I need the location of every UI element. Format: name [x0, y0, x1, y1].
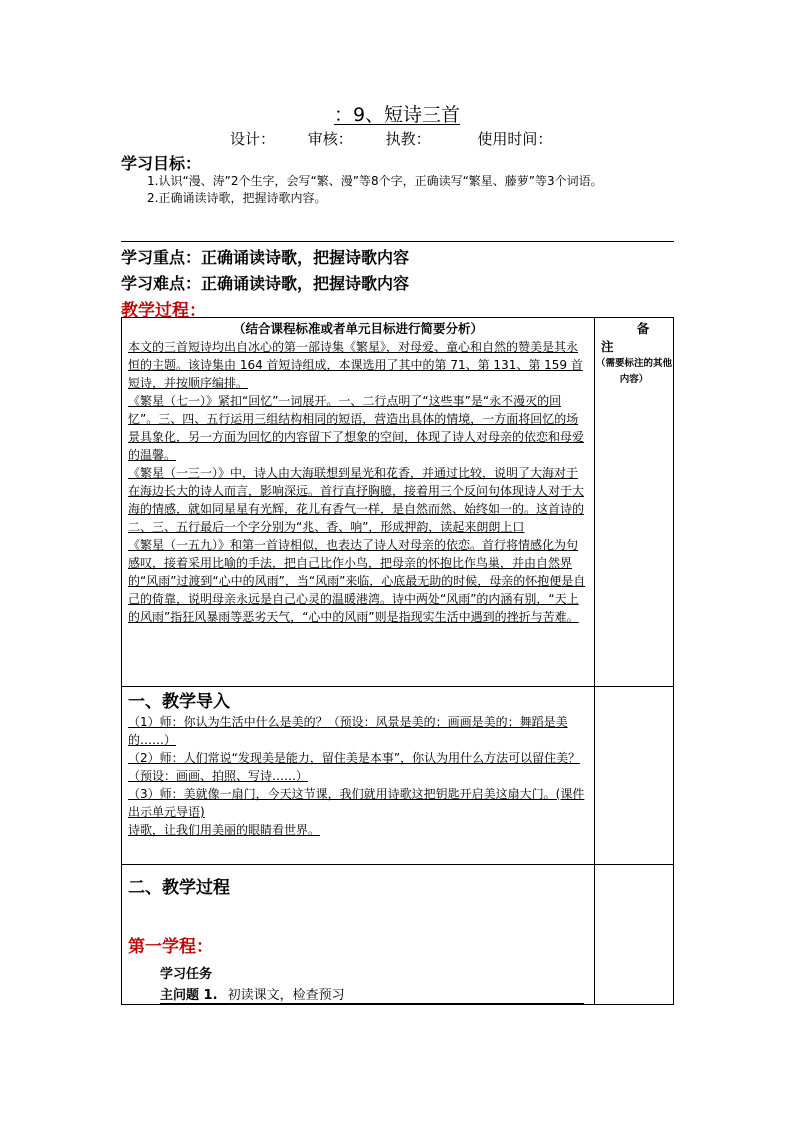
- intro-cell: [122, 687, 595, 865]
- analysis-paragraph: 本文的三首短诗均出自冰心的第一部诗集《繁星》，对母爱、童心和自然的赞美是其永恒的主题。该诗集由 164 首短诗组成，本课选用了其中的第 71、第 131、第 159 首短诗，并按顺序编排。: [128, 340, 583, 390]
- intro-line: 诗歌，让我们用美丽的眼睛看世界。: [128, 823, 321, 837]
- task-label: 学习任务: [160, 967, 213, 982]
- meta-reviewer: 审核：: [307, 130, 353, 148]
- analysis-cell: [122, 318, 595, 687]
- goals-heading: 学习目标：: [121, 154, 202, 173]
- notes-hint: （需要标注的其他内容）: [595, 358, 672, 385]
- notes-cell-empty: [595, 865, 674, 1005]
- lesson-meta: [230, 128, 578, 149]
- notes-title-2: 注: [601, 339, 614, 354]
- analysis-paragraph: 《繁星（一五九）》和第一首诗相似，也表达了诗人对母亲的依恋。首行将情感化为句感叹，接着采用比喻的手法，把自己比作小鸟，把母亲的怀抱比作鸟巢，并由自然界的“风雨”过渡到“心中的风雨”，当“风雨”来临，心底最无助的时候，母亲的怀抱便是自己的倚靠，说明母亲永远是自己心灵的温暖港湾。诗中两处“风雨”的内涵有别，“天上的风雨”指狂风暴雨等恶劣天气，“心中的风雨”则是指现实生活中遇到的挫折与苦难。: [128, 538, 586, 624]
- goal-item: 2.正确诵读诗歌，把握诗歌内容。: [147, 191, 327, 205]
- lesson-table: [121, 317, 674, 1005]
- meta-teacher: 执教：: [385, 130, 431, 148]
- meta-designer: 设计：: [230, 130, 276, 148]
- notes-cell: [595, 318, 674, 687]
- lesson-title: ：9、短诗三首: [333, 104, 461, 126]
- process-heading: 教学过程：: [121, 301, 206, 321]
- key-point: 学习重点：正确诵读诗歌，把握诗歌内容: [121, 248, 410, 267]
- intro-line: （1）师：你认为生活中什么是美的？（预设：风景是美的；画画是美的；舞蹈是美的……）: [128, 715, 568, 747]
- meta-date: 使用时间：: [477, 130, 553, 148]
- main-question: [160, 984, 584, 1004]
- question-label: 主问题 1.: [160, 988, 218, 1003]
- process-cell: [122, 865, 595, 1005]
- process-section-heading: 二、教学过程: [128, 878, 230, 898]
- stage-heading: 第一学程：: [128, 937, 213, 957]
- goal-item: 1.认识“漫、涛”2个生字，会写“繁、漫”等8个字，正确读写“繁星、藤萝”等3个词语。: [147, 174, 603, 188]
- analysis-paragraph: 《繁星（一三一）》中，诗人由大海联想到星光和花香，并通过比较，说明了大海对于在海边长大的诗人而言，影响深远。首行直抒胸臆，接着用三个反问句体现诗人对于大海的情感，就如同星星有光辉，花儿有香气一样，是自然而然、始终如一的。这首诗的二、三、五行最后一个字分别为“兆、香、响”，形成押韵，读起来朗朗上口: [128, 466, 585, 534]
- analysis-heading: （结合课程标准或者单元目标进行简要分析）: [232, 321, 483, 336]
- question-text: 初读课文，检查预习: [227, 988, 345, 1003]
- goals-list: [121, 173, 681, 207]
- difficult-point: 学习难点：正确诵读诗歌，把握诗歌内容: [121, 274, 410, 293]
- analysis-paragraph: 《繁星（七一）》紧扣“回忆”一词展开。一、二行点明了“这些事”是“永不漫灭的回忆”。三、四、五行运用三组结构相同的短语，营造出具体的情境，一方面将回忆的场景具象化，另一方面为回忆的内容留下了想象的空间，体现了诗人对母亲的依恋和母爱的温馨。: [128, 394, 585, 462]
- notes-cell-empty: [595, 687, 674, 865]
- intro-line: （2）师：人们常说“发现美是能力，留住美是本事”，你认为用什么方法可以留住美？（预设：画画、拍照、写诗……）: [128, 751, 581, 783]
- divider: [121, 241, 674, 242]
- intro-line: （3）师：美就像一扇门，今天这节课，我们就用诗歌这把钥匙开启美这扇大门。(课件出示单元导语): [128, 787, 585, 819]
- intro-heading: 一、教学导入: [128, 692, 230, 712]
- notes-title-1: 备: [636, 321, 650, 336]
